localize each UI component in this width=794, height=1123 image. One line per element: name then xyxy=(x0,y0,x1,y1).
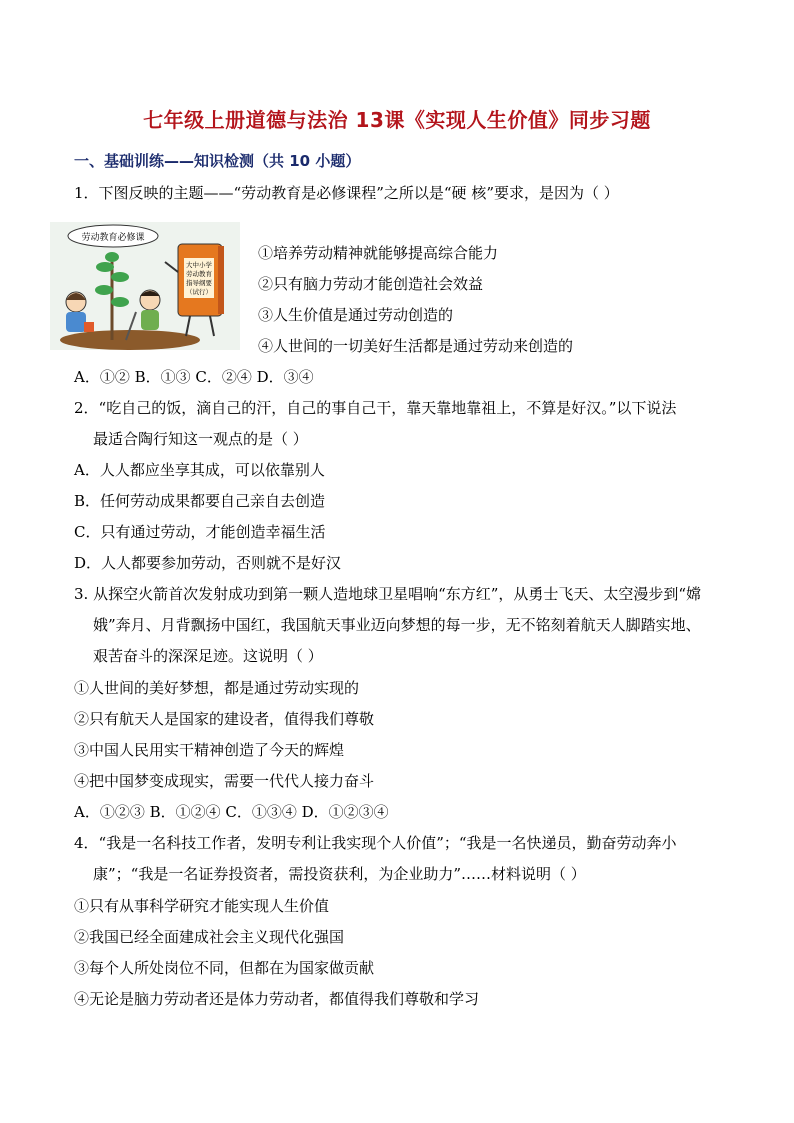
question-3-stem-line-2: 娥”奔月、月背飘扬中国红，我国航天事业迈向梦想的每一步，无不铭刻着航天人脚踏实地、 xyxy=(93,616,701,634)
q4-option-4: ④无论是脑力劳动者还是体力劳动者，都值得我们尊敬和学习 xyxy=(74,990,480,1008)
question-1-stem: 1．下图反映的主题——“劳动教育是必修课程”之所以是“硬 核”要求，是因为（ ） xyxy=(74,184,619,202)
question-2-stem-line-2: 最适合陶行知这一观点的是（ ） xyxy=(93,430,308,448)
q3-answer-choices: A．①②③ B．①②④ C．①③④ D．①②③④ xyxy=(74,803,389,821)
book-text-line-2: 劳动教育 xyxy=(186,270,212,278)
q3-option-3: ③中国人民用实干精神创造了今天的辉煌 xyxy=(74,741,345,759)
q1-option-4: ④人世间的一切美好生活都是通过劳动来创造的 xyxy=(258,337,574,355)
book-text-line-4: （试行） xyxy=(186,288,212,296)
question-4-stem-line-1: 4．“我是一名科技工作者，发明专利让我实现个人价值”；“我是一名快递员，勤奋劳动奔小 xyxy=(74,834,677,852)
question-3-stem-line-3: 艰苦奋斗的深深足迹。这说明（ ） xyxy=(93,647,323,665)
page-title: 七年级上册道德与法治 13课《实现人生价值》同步习题 xyxy=(143,108,651,132)
q1-option-2: ②只有脑力劳动才能创造社会效益 xyxy=(258,275,484,293)
q2-option-b: B．任何劳动成果都要自己亲自去创造 xyxy=(74,492,326,510)
book-text-line-1: 大中小学 xyxy=(186,261,212,269)
q2-option-c: C．只有通过劳动，才能创造幸福生活 xyxy=(74,523,326,541)
illustration-sign-text: 劳动教育必修课 xyxy=(81,233,145,243)
labor-education-illustration xyxy=(50,222,240,350)
question-4-stem-line-2: 康”；“我是一名证券投资者，需投资获利，为企业助力”……材料说明（ ） xyxy=(93,865,586,883)
book-text-line-3: 指导纲要 xyxy=(186,279,212,287)
q1-option-3: ③人生价值是通过劳动创造的 xyxy=(258,306,454,324)
q3-option-1: ①人世间的美好梦想，都是通过劳动实现的 xyxy=(74,679,360,697)
q3-option-4: ④把中国梦变成现实，需要一代代人接力奋斗 xyxy=(74,772,375,790)
q1-option-1: ①培养劳动精神就能够提高综合能力 xyxy=(258,244,499,262)
q4-option-1: ①只有从事科学研究才能实现人生价值 xyxy=(74,897,330,915)
q4-option-3: ③每个人所处岗位不同，但都在为国家做贡献 xyxy=(74,959,375,977)
q2-option-a: A．人人都应坐享其成，可以依靠别人 xyxy=(74,461,325,479)
q1-answer-choices: A．①② B．①③ C．②④ D．③④ xyxy=(74,368,314,386)
question-2-stem-line-1: 2．“吃自己的饭，滴自己的汗，自己的事自己干，靠天靠地靠祖上，不算是好汉。”以下说法 xyxy=(74,399,677,417)
q2-option-d: D．人人都要参加劳动，否则就不是好汉 xyxy=(74,554,342,572)
q3-option-2: ②只有航天人是国家的建设者，值得我们尊敬 xyxy=(74,710,375,728)
q4-option-2: ②我国已经全面建成社会主义现代化强国 xyxy=(74,928,345,946)
section-heading: 一、基础训练——知识检测（共 10 小题） xyxy=(74,152,361,170)
question-3-stem-line-1: 3. 从探空火箭首次发射成功到第一颗人造地球卫星唱响“东方红”，从勇士飞天、太空漫步到“嫦 xyxy=(74,585,702,603)
illustration-svg xyxy=(50,222,240,350)
